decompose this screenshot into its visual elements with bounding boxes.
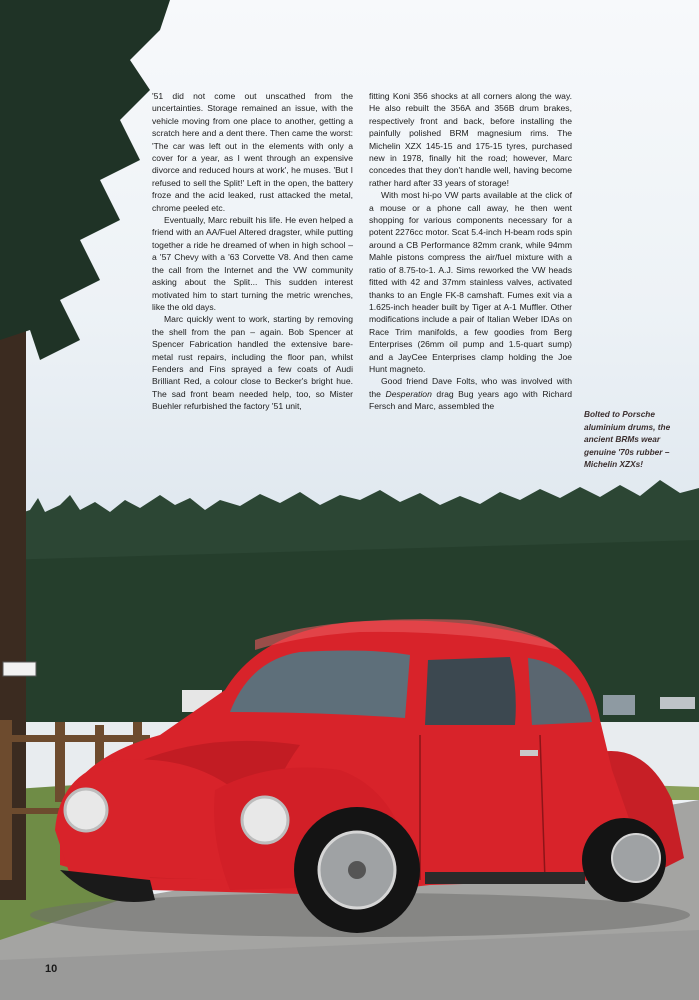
rear-wheel [582, 818, 666, 902]
front-wheel [294, 807, 420, 933]
page-number: 10 [45, 963, 58, 975]
article-column-2 [369, 90, 572, 413]
sign-post [3, 662, 36, 676]
desperation-italic: Desperation [385, 388, 432, 399]
paragraph-3-text-before: Good friend Dave Folts, who was involved with the [369, 376, 572, 399]
paragraph-3-text-after: drag Bug years ago with Richard Fersch and Marc, assembled the [369, 388, 572, 412]
column2-paragraph-2: With most hi-po VW parts available at the click of a mouse or a phone call away, he then went shopping for various components necessary for a potent 2276cc motor. Scat 5.4-inch H-beam rods spin around a CB Performance 82mm crank, while 94mm Mahle pistons compress the air/fuel mixture with a ratio of 8.75-to-1. A.J. Sims reworked the VW heads fitted with 42 and 37mm stainless valves, activated thanks to an Engle FK-8 camshaft. Fumes exit via a 1.625-inch header built by Tiger at A-1 Muffler. Other modifications include a pair of Italian Weber IDAs on Race Trim manifolds, a few goodies from Berg Enterprises (26mm oil pump and 1.5-quart sump) and a JayCee Enterprises clamp holding the Joe Hunt magneto. [369, 190, 573, 374]
photo-caption: Bolted to Porsche aluminium drums, the ancient BRMs wear genuine '70s rubber – Michelin XZXs! [584, 409, 671, 470]
headlight-right [242, 797, 288, 843]
column1-paragraph-2: Eventually, Marc rebuilt his life. He even helped a friend with an AA/Fuel Altered dragster, while putting together a ride he dreamed of when in high school – a '57 Chevy with a '63 Corvette V8. And then came the call from the Internet and the VW community asking about the Split... This sudden interest motivated him to start turning the metric wrenches, like the old days. [152, 215, 353, 312]
column1-paragraph-3: Marc quickly went to work, starting by removing the shell from the pan – again. Bob Spencer at Spencer Fabrication handled the extensive bare-metal rust repairs, including the floor pan, whilst Fenders and Fins sprayed a few coats of Audi Brilliant Red, a colour close to Becker's bright hue. The sad front beam needed help, too, so Mister Buehler refurbished the factory '51 unit, [152, 314, 353, 412]
article-column-1 [152, 90, 353, 413]
side-window-front [425, 657, 516, 725]
headlight-left [65, 789, 107, 831]
column2-paragraph-3 [369, 375, 572, 412]
column1-paragraph-1: '51 did not come out unscathed from the uncertainties. Storage remained an issue, with the vehicle moving from one place to another, getting a scratch here and a dent there. Then came the worst: 'The car was left out in the elements with only a cover for a year, as I went through an expensive divorce and reduced hours at work', he muses. 'But I refused to sell the Split!' Left in the open, the battery froze and the acid leaked, rust attacked the metal, chrome peeled etc. [152, 91, 353, 213]
tree-foliage [0, 0, 170, 360]
column2-paragraph-1: fitting Koni 356 shocks at all corners along the way. He also rebuilt the 356A and 356B drum brakes, respectively front and back, before installing the painfully polished BRM magnesium rims. The Michelin XZX 145-15 and 175-15 tyres, purchased new in 1978, finally hit the road; however, Marc concedes that they don't handle well, having become rather hard after 33 years of storage! [369, 91, 572, 188]
